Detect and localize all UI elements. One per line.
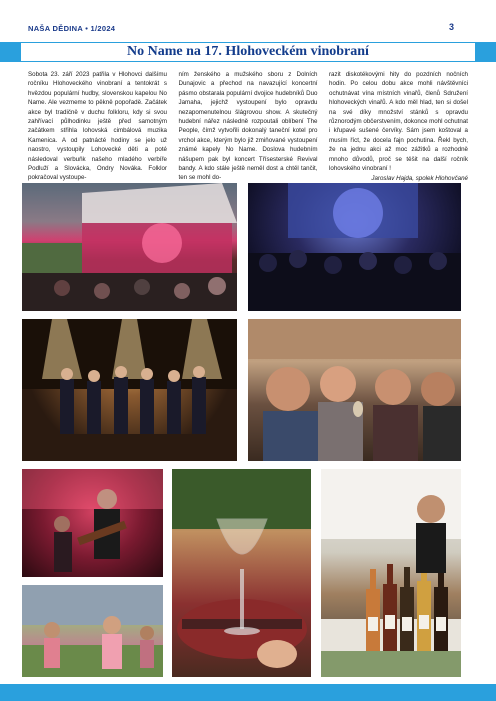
article-title: No Name na 17. Hlohoveckém vinobraní xyxy=(127,44,369,59)
article-column-3 xyxy=(329,70,468,182)
article-paragraph: Sobota 23. září 2023 patřila v Hlohovci dalšímu ročníku Hlohoveckého vinobraní a tentokrát s hvězdou populární hudby, slovenskou kapelou No Name. Ale vezmeme to pěkně popořadě. Začátek akce byl tradičně v duchu folkloru, kdy si svou zahřívací půlhodinku ještě před samotným začátkem střihla lohovská cimbálová muzika Kamenica. A od patnácté hodiny se jelo už naostro, vystoupily Lohovecké děti a poté následoval verbuňk našeho mladého verbíře Podluží a Slovácka, Ondry Nováka. Folklor pokračoval vystoupe- xyxy=(28,71,167,182)
article-paragraph: razit diskotékovými hity do pozdních nočních hodin. Po celou dobu akce mohli návštěvníci ochutnávat vína místních vinařů, členů Sdružení hlohoveckých vinařů. A kdo měl hlad, ten si došel na své díky množství stánků s opravdu různorodým občerstvením, dokonce mohl ochutnat i křupavé sušené červíky. Sám jsem koštoval a musím říct, že docela fajn pochutina. Řekl bych, že na jednu akci až moc zážitků a rozhodně mnoho důvodů, proč se těšit na další ročník lohovského vinobraní ! xyxy=(329,71,468,173)
page-footer-bar xyxy=(0,684,496,701)
page-header xyxy=(0,0,496,36)
photo-children-dancing xyxy=(22,585,163,677)
photo-audience-wine xyxy=(248,319,461,461)
photo-wine-bottles xyxy=(321,469,461,677)
photo-folk-singers xyxy=(22,319,237,461)
page-number: 3 xyxy=(448,22,454,32)
article-body xyxy=(28,70,468,182)
magazine-issue: NAŠA DĚDINA • 1/2024 xyxy=(28,24,116,33)
photo-stage-pink xyxy=(22,183,237,311)
photo-singer-guitar xyxy=(22,469,163,577)
article-signature: Jaroslav Hajda, spolek Hlohovčané xyxy=(371,175,468,183)
photo-wine-glass-costume xyxy=(172,469,311,677)
article-paragraph: ním ženského a mužského sboru z Dolních Dunajovic a přechod na navazující koncertní pásmo obstarala populární dvojice hudebníků Duo Jamaha, jejichž vystoupení bylo opravdu nezapomenutelnou šlágrovou show. A skutečný hudební nářez následně rozpoutali oblíbení The People, čímž vytvořili dokonalý taneční kotel pro vrchol akce, kterým bylo již zmiňované vystoupení známé kapely No Name. Doslova hudebním nášupem pak byl koncert Třísesterské Revival bandy. A kdo stále ještě neměl dost a chtěl tančit, ten se mohl do- xyxy=(178,71,318,182)
article-column-1 xyxy=(28,70,167,182)
photo-night-crowd xyxy=(248,183,461,311)
article-column-2 xyxy=(179,70,318,182)
